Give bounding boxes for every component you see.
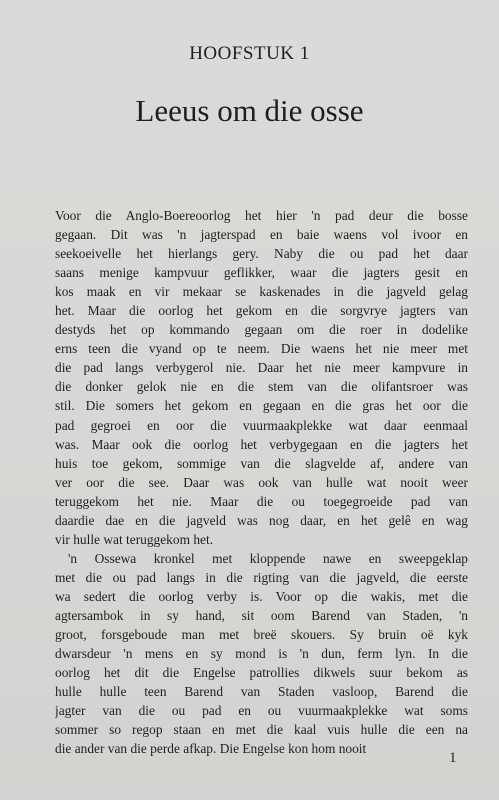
text-line: pad gegroei en oor die vuurmaakplekke wat daar eenmaal (55, 417, 468, 433)
text-line: stil. Die somers het gekom en gegaan en die gras het oor die (55, 398, 468, 414)
text-line: Voor die Anglo-Boereoorlog het hier 'n pad deur die bosse (55, 208, 468, 223)
text-line: hulle hulle teen Barend van Staden vasloop, Barend die (55, 684, 468, 700)
text-line: sommer so regop staan en met die kaal vuis hulle die een na (55, 722, 468, 738)
body-text (55, 206, 468, 758)
text-line: huis toe gekom, sommige van die slagvelde af, andere van (55, 455, 468, 471)
text-line: 'n Ossewa kronkel met kloppende nawe en sweepgeklap (68, 550, 468, 566)
text-line: saans menige kampvuur geflikker, waar die jagters gesit en (55, 265, 468, 281)
text-line: die ander van die perde afkap. Die Engelse kon hom nooit (55, 741, 367, 757)
text-line: met die ou pad langs in die rigting van die jagveld, die eerste (55, 569, 468, 585)
page-number: 1 (449, 750, 457, 766)
text-line: kos maak en vir mekaar se kaskenades in die jagveld gelag (55, 284, 468, 300)
text-line: vir hulle wat teruggekom het. (55, 531, 214, 547)
paragraph (55, 549, 468, 759)
text-line: jagter van die ou pad en ou vuurmaakplekke wat soms (55, 703, 468, 719)
text-line: die pad langs verbygerol nie. Daar het nie meer kampvure in (55, 360, 468, 376)
text-line: destyds het op kommando gegaan om die roer in dodelike (55, 322, 468, 338)
text-line: agtersambok in sy hand, sit oom Barend van Staden, 'n (55, 607, 468, 623)
text-line: teruggekom het nie. Maar die ou toegegroeide pad van (55, 493, 468, 509)
text-line: groot, forsgeboude man met breë skouers. Sy bruin oë kyk (55, 627, 468, 643)
chapter-label: HOOFSTUK 1 (189, 43, 310, 64)
text-line: het. Maar die oorlog het gekom en die sorgvrye jagters van (55, 303, 468, 319)
text-line: wa sedert die oorlog verby is. Voor op die wakis, met die (55, 588, 468, 604)
text-line: erns teen die vyand op te neem. Die waens het nie meer met (55, 341, 468, 357)
text-line: was. Maar ook die oorlog het verbygegaan en die jagters het (55, 436, 468, 452)
text-line: seekoeivelle het hierlangs gery. Naby die ou pad het daar (55, 246, 468, 262)
text-line: gegaan. Dit was 'n jagterspad en baie waens vol ivoor en (55, 227, 468, 243)
text-line: ver oor die see. Daar was ook van hulle wat nooit weer (55, 474, 468, 490)
text-line: oorlog het dit die Engelse patrollies dikwels suur bekom as (55, 665, 468, 681)
text-line: daardie dae en die jagveld was nog daar, en het gelê en wag (55, 512, 468, 528)
text-line: die donker gelok nie en die stem van die olifantsroer was (55, 379, 468, 395)
paragraph (55, 206, 468, 549)
chapter-title: Leeus om die osse (135, 93, 364, 128)
text-line: dwarsdeur 'n mens en sy mond is 'n dun, ferm lyn. In die (55, 646, 468, 662)
